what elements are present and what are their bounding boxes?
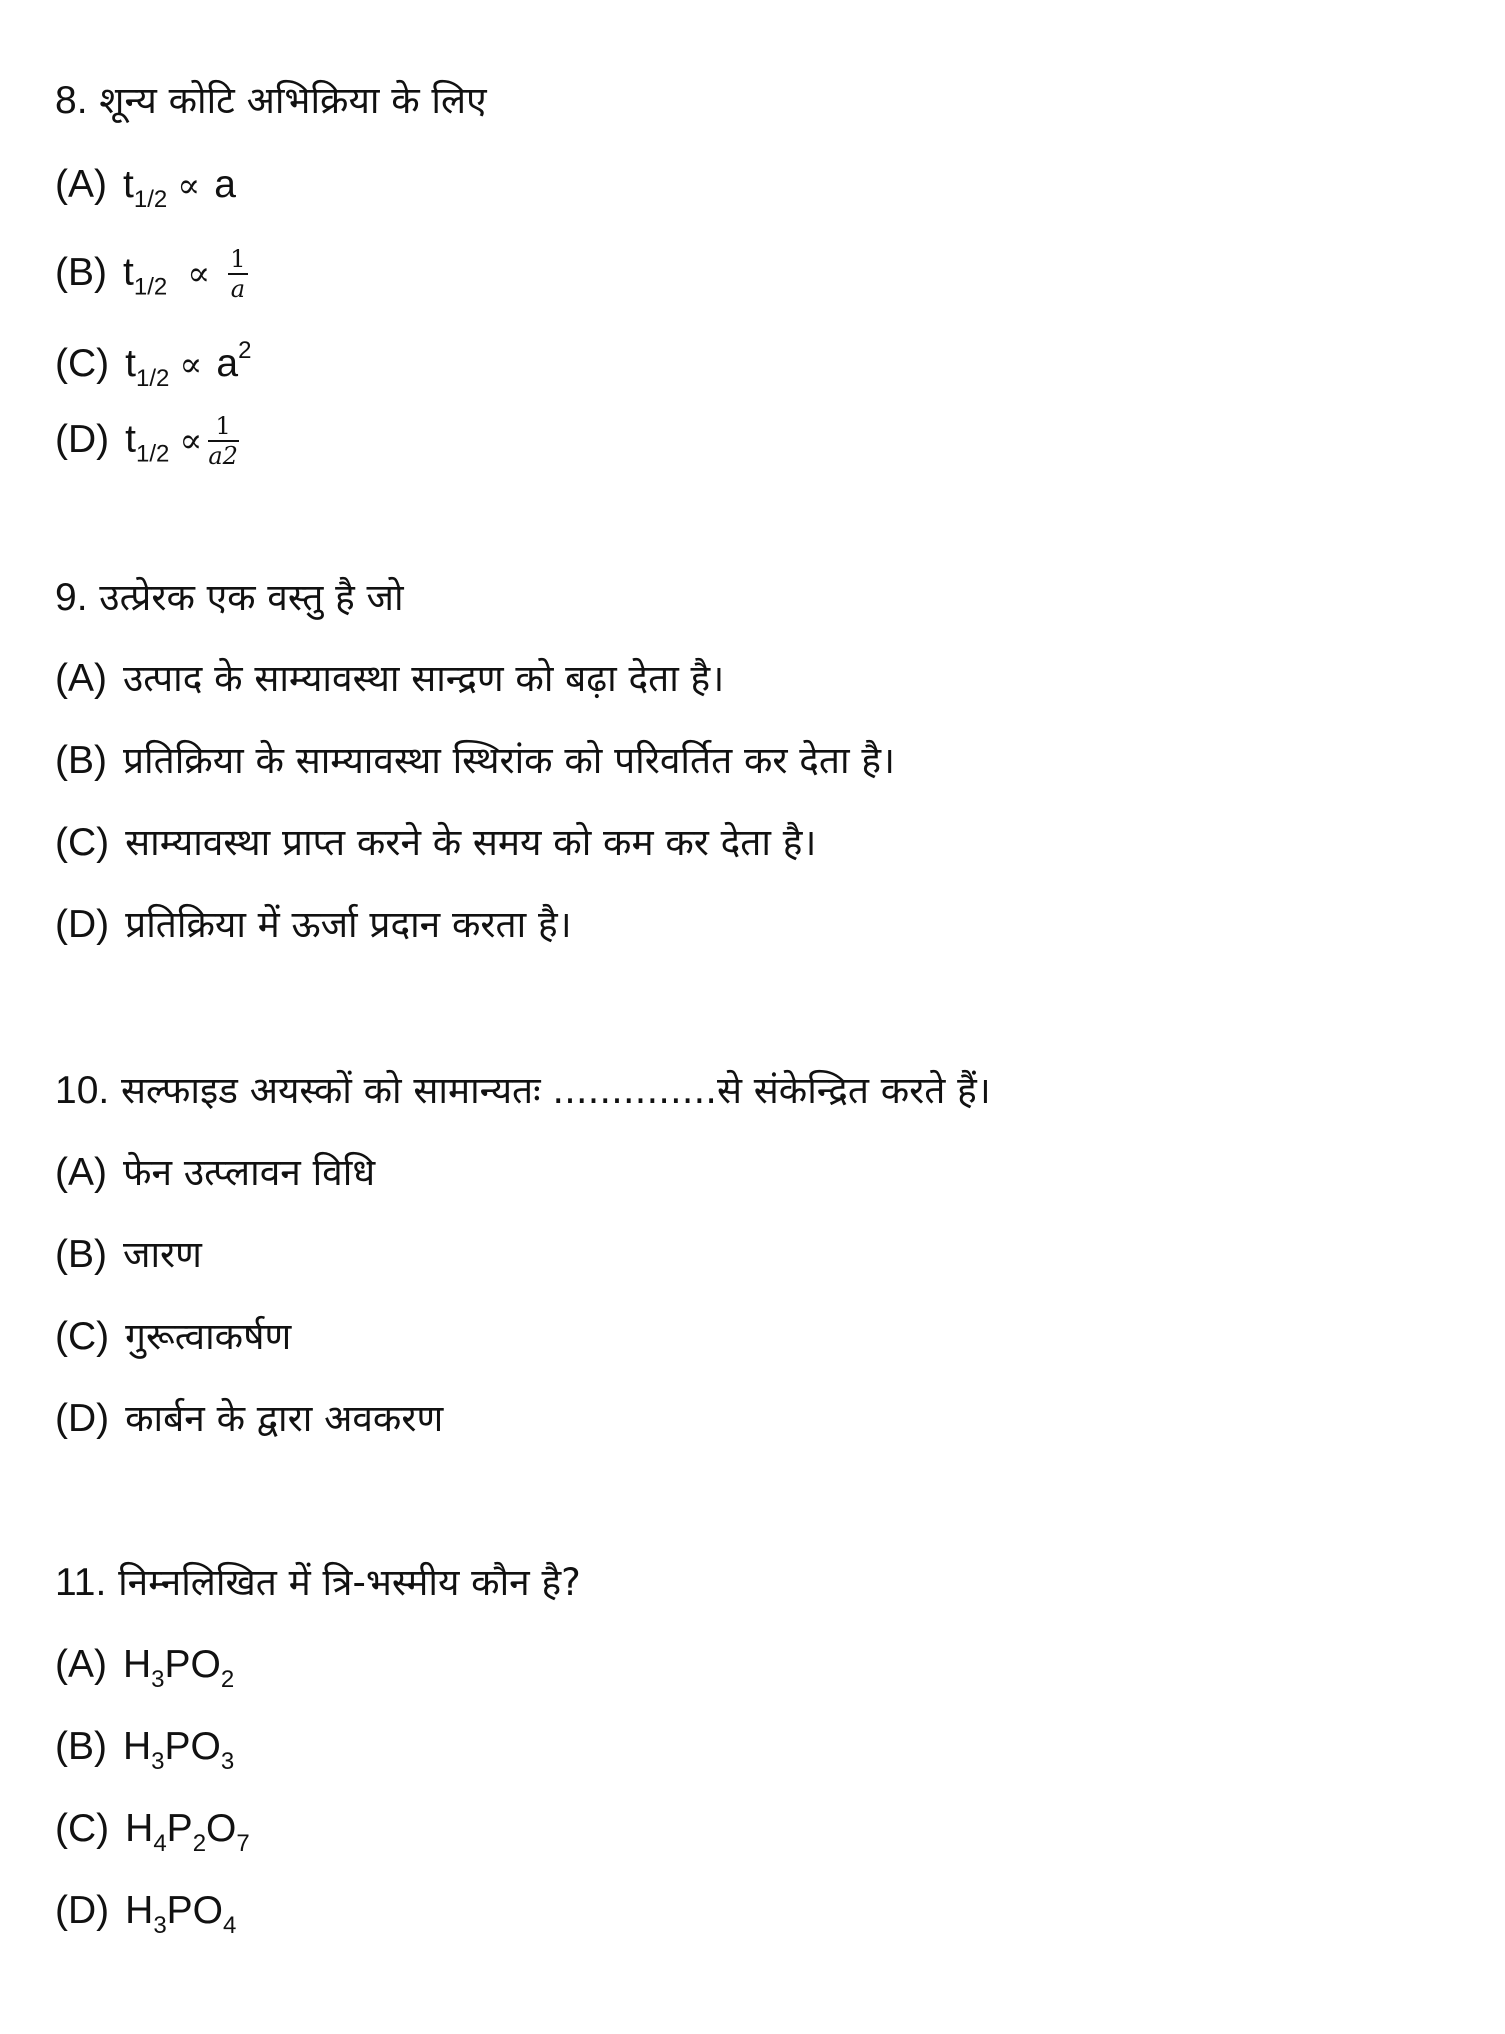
- proportional-symbol: ∝: [177, 166, 201, 206]
- question-10: [55, 1066, 991, 1116]
- option-label: (C): [55, 342, 110, 385]
- fraction: $\frac{1}{a2}$: [208, 412, 238, 470]
- proportional-symbol: ∝: [187, 253, 211, 294]
- option-label: (D): [55, 1889, 110, 1932]
- option-label: (C): [55, 821, 110, 864]
- question-8: [55, 76, 487, 126]
- q10-option-b[interactable]: [55, 1230, 202, 1280]
- option-label: (A): [55, 163, 107, 206]
- proportional-symbol: ∝: [179, 345, 203, 385]
- option-text: प्रतिक्रिया के साम्यावस्था स्थिरांक को परिवर्तित कर देता है।: [123, 739, 896, 782]
- option-label: (D): [55, 417, 110, 461]
- q11-option-c[interactable]: [55, 1804, 250, 1869]
- q8-option-a[interactable]: (A) $t_{1/2} \propto a$: [55, 160, 236, 225]
- question-number: 10.: [55, 1069, 110, 1112]
- option-text: साम्यावस्था प्राप्त करने के समय को कम कर देता है।: [125, 821, 817, 864]
- q9-option-b[interactable]: [55, 736, 895, 786]
- fraction: $\frac{1}{a}$: [230, 245, 246, 303]
- option-label: (A): [55, 1643, 107, 1686]
- question-11: [55, 1558, 581, 1608]
- option-label: (C): [55, 1807, 110, 1850]
- option-label: (A): [55, 657, 107, 700]
- q11-option-d[interactable]: [55, 1886, 236, 1951]
- q9-option-d[interactable]: [55, 900, 572, 950]
- question-text: शून्य कोटि अभिक्रिया के लिए: [99, 79, 487, 122]
- option-text: प्रतिक्रिया में ऊर्जा प्रदान करता है।: [125, 903, 572, 946]
- option-text: गुरूत्वाकर्षण: [125, 1315, 292, 1358]
- q8-option-c[interactable]: (C) $t_{1/2} \propto a^2$: [55, 337, 252, 392]
- chemical-formula: $H_4P_2O_7$: [125, 1807, 250, 1857]
- chemical-formula: $H_3PO_3$: [123, 1725, 235, 1775]
- option-text: उत्पाद के साम्यावस्था सान्द्रण को बढ़ा देता है।: [123, 657, 725, 700]
- chemical-formula: $H_3PO_4$: [125, 1889, 237, 1939]
- question-text: सल्फाइड अयस्कों को सामान्यतः ..............से संकेन्द्रित करते हैं।: [120, 1069, 991, 1112]
- option-text: कार्बन के द्वारा अवकरण: [125, 1397, 444, 1440]
- q9-option-c[interactable]: [55, 818, 816, 868]
- question-9: [55, 573, 404, 623]
- option-label: (D): [55, 903, 110, 946]
- q11-option-a[interactable]: [55, 1640, 234, 1705]
- q10-option-d[interactable]: [55, 1394, 443, 1444]
- option-label: (B): [55, 1233, 107, 1276]
- option-label: (C): [55, 1315, 110, 1358]
- proportional-symbol: ∝: [179, 420, 203, 461]
- option-label: (D): [55, 1397, 110, 1440]
- chemical-formula: $H_3PO_2$: [123, 1643, 235, 1693]
- q10-option-c[interactable]: [55, 1312, 291, 1362]
- question-number: 8.: [55, 79, 88, 122]
- option-label: (A): [55, 1151, 107, 1194]
- option-label: (B): [55, 739, 107, 782]
- q10-option-a[interactable]: [55, 1148, 375, 1198]
- q8-option-d[interactable]: (D) $t_{1/2}$ ∝ $\frac{1}{a2}$: [55, 412, 238, 470]
- question-number: 9.: [55, 576, 88, 619]
- q8-option-b[interactable]: (B) $t_{1/2}$ ∝ $\frac{1}{a}$: [55, 245, 246, 303]
- option-label: (B): [55, 250, 107, 294]
- q11-option-b[interactable]: [55, 1722, 234, 1787]
- option-label: (B): [55, 1725, 107, 1768]
- q9-option-a[interactable]: [55, 654, 724, 704]
- question-number: 11.: [55, 1561, 107, 1604]
- question-text: निम्नलिखित में त्रि-भस्मीय कौन है?: [118, 1561, 581, 1604]
- question-text: उत्प्रेरक एक वस्तु है जो: [99, 576, 404, 619]
- option-text: जारण: [123, 1233, 202, 1276]
- option-text: फेन उत्प्लावन विधि: [123, 1151, 376, 1194]
